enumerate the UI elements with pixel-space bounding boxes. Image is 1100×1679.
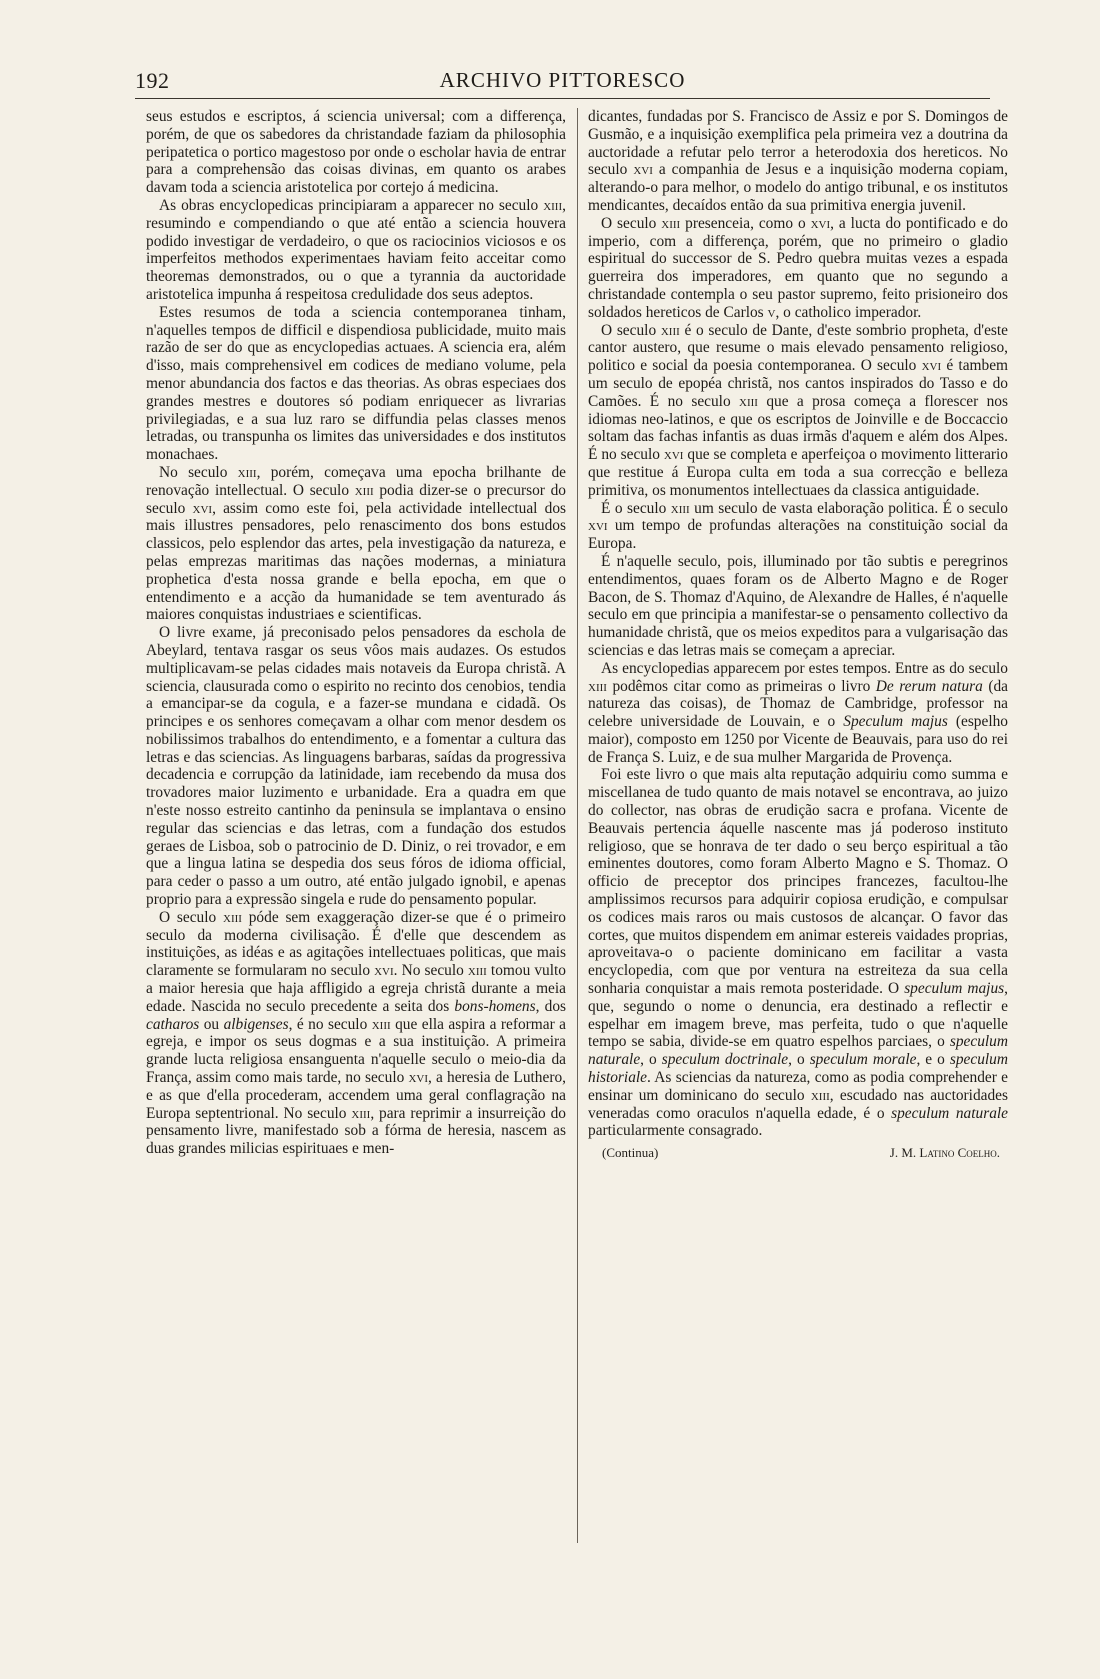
author-signature: J. M. Latino Coelho. (889, 1145, 1000, 1161)
paragraph: É n'aquelle seculo, pois, illuminado por tão subtis e peregrinos entendimentos, quaes foram os de Alberto Magno e de Roger Bacon, de S. Thomaz d'Aquino, de Alexandre de Halles, é n'aquelle seculo em que principia a manifestar-se o pensamento collectivo da humanidade christã, que os meios expeditos para a vulgarisação das sciencias e das letras mais se começam a apreciar. (588, 552, 1008, 659)
page-number: 192 (135, 68, 170, 93)
page-header (135, 66, 990, 99)
paragraph: As obras encyclopedicas principiaram a apparecer no seculo xiii, resumindo e compendiando o que até então a sciencia houvera podido investigar de verdadeiro, o que os raciocinios viciosos e os imperfeitos methodos experimentaes haviam feito acceitar como theoremas demonstrados, ou o que a tyrannia da auctoridade aristotelica impunha á respeitosa credulidade dos seus adeptos. (146, 196, 566, 303)
paragraph: dicantes, fundadas por S. Francisco de Assiz e por S. Domingos de Gusmão, e a inquisição exemplifica pela primeira vez a doutrina da auctoridade a refutar pelo terror a heterodoxia dos hereticos. No seculo xvi a companhia de Jesus e a inquisição moderna copiam, alterando-o para melhor, o modelo do antigo tribunal, e os institutos mendicantes, decaídos então da sua primitiva energia juvenil. (588, 108, 1008, 214)
paragraph: O seculo xiii póde sem exaggeração dizer-se que é o primeiro seculo da moderna civilisação. É d'elle que descendem as instituições, as idéas e as agitações intellectuaes politicas, que mais claramente se formularam no seculo xvi. No seculo xiii tomou vulto a maior heresia que haja affligido a egreja christã durante a meia edade. Nascida no seculo precedente a seita dos bons-homens, dos catharos ou albigenses, é no seculo xiii que ella aspira a reformar a egreja, e impor os seus dogmas e a sua instituição. A primeira grande lucta religiosa ensanguenta n'aquelle seculo o meio-dia da França, assim como mais tarde, no seculo xvi, a heresia de Luthero, e as que d'ella procederam, accendem uma geral conflagração na Europa septentrional. No seculo xiii, para reprimir a insurreição do pensamento livre, manifestado sob a fórma de heresia, nascem as duas grandes milicias espirituaes e men- (146, 908, 566, 1158)
column-divider (577, 108, 578, 1543)
article-body (146, 108, 1008, 1643)
article-footer (588, 1144, 1008, 1162)
paragraph: seus estudos e escriptos, á sciencia universal; com a differença, porém, de que os sabedores da christandade faziam da philosophia peripatetica o portico magestoso por onde o escholar havia de entrar para a comprehensão das coisas divinas, em quanto os arabes davam toda a sciencia aristotelica por cortejo á medicina. (146, 108, 566, 197)
paragraph: Estes resumos de toda a sciencia contemporanea tinham, n'aquelles tempos de difficil e dispendiosa publicidade, muito mais razão de ser do que as encyclopedias actuaes. A sciencia era, além d'isso, mais comprehensivel em codices de mediano volume, pela menor abundancia dos factos e das theorias. As obras especiaes dos grandes mestres e doutores só podiam enriquecer as livrarias privilegiadas, e a sua luz raro se diffundia pelas classes menos letradas, ou transpunha os limites das universidades e dos institutos monachaes. (146, 303, 566, 464)
paragraph: Foi este livro o que mais alta reputação adquiriu como summa e miscellanea de tudo quanto de mais notavel se encontrava, ao juizo do collector, nas obras de erudição sacra e profana. Vicente de Beauvais pertencia áquelle nascente mas já poderoso instituto religioso, que se honrava de ter dado o seu berço espiritual a tão eminentes doutores, como foram Alberto Magno e S. Thomaz. O officio de preceptor dos principes francezes, facultou-lhe amplissimos recursos para adquirir copiosa erudição, e compulsar os codices mais raros ou mais custosos de alcançar. O favor das cortes, que muitos dispendem em animar estereis vaidades proprias, aproveitava-o o paciente dominicano em facilitar a vasta encyclopedia, com que por ventura na estreiteza da sua cella sonharia conquistar a mais remota posteridade. O speculum majus, que, segundo o nome o denuncia, era destinado a reflectir e espelhar em imagem breve, mas perfeita, tudo o que n'aquelle tempo se sabia, divide-se em quatro espelhos parciaes, o speculum naturale, o speculum doctrinale, o speculum morale, e o speculum historiale. As sciencias da natureza, como as podia comprehender e ensinar um dominicano do seculo xiii, escudado nas auctoridades veneradas como oraculos n'aquella edade, é o speculum naturale particularmente consagrado. (588, 766, 1008, 1140)
paragraph: O seculo xiii presenceia, como o xvi, a lucta do pontificado e do imperio, com a differença, porém, que no primeiro o gladio espiritual do successor de S. Pedro quebra muitas vezes a espada guerreira dos imperadores, em quanto que no segundo a christandade contempla o seu pastor supremo, feito prisioneiro dos soldados hereticos de Carlos v, o catholico imperador. (588, 214, 1008, 321)
left-column (146, 108, 566, 1643)
paragraph: As encyclopedias apparecem por estes tempos. Entre as do seculo xiii podêmos citar como as primeiras o livro De rerum natura (da natureza das coisas), de Thomaz de Cambridge, professor na celebre universidade de Louvain, e o Speculum majus (espelho maior), composto em 1250 por Vicente de Beauvais, para uso do rei de França S. Luiz, e de sua mulher Margarida de Provença. (588, 659, 1008, 766)
running-title: ARCHIVO PITTORESCO (439, 68, 686, 92)
paragraph: No seculo xiii, porém, começava uma epocha brilhante de renovação intellectual. O seculo xiii podia dizer-se o precursor do seculo xvi, assim como este foi, pela actividade intellectual dos mais illustres pensadores, pelo renascimento dos bons estudos classicos, pelo esplendor das artes, pela investigação da natureza, e pelas emprezas maritimas das nações modernas, a miniatura prophetica d'esta nossa grande e bella epocha, em que o entendimento e a acção da humanidade se tem aventurado ás maiores conquistas industriaes e scientificas. (146, 463, 566, 624)
right-column (588, 108, 1008, 1643)
paragraph: É o seculo xiii um seculo de vasta elaboração politica. É o seculo xvi um tempo de profundas alterações na constituição social da Europa. (588, 499, 1008, 553)
continuation-note: (Continua) (602, 1145, 659, 1161)
paragraph: O livre exame, já preconisado pelos pensadores da eschola de Abeylard, tentava rasgar os seus vôos mais audazes. Os estudos multiplicavam-se pelas cidades mais notaveis da Europa christã. A sciencia, clausurada como o espirito no recinto dos cenobios, tendia a emancipar-se da cogula, e a fazer-se mundana e cidadã. Os principes e os senhores começavam a olhar com menor desdem os nobilissimos trabalhos do entendimento, e a fomentar a cultura das letras e das sciencias. As linguagens barbaras, saídas da progressiva decadencia e corrupção da latinidade, iam recebendo da musa dos trovadores maior luzimento e urbanidade. Era a quadra em que n'este nosso estreito cantinho da peninsula se implantava o ensino regular das sciencias e das letras, com a fundação dos estudos geraes de Lisboa, sob o patrocinio de D. Diniz, o rei trovador, e em que a lingua latina se despedia dos seus fóros de idioma official, para ceder o passo a um outro, até então julgado ignobil, e apenas proprio para a expressão singela e rude do pensamento popular. (146, 624, 566, 909)
paragraph: O seculo xiii é o seculo de Dante, d'este sombrio propheta, d'este cantor austero, que resume o mais elevado pensamento religioso, politico e social da poesia contemporanea. O seculo xvi é tambem um seculo de epopéa christã, nos cantos inspirados do Tasso e do Camões. É no seculo xiii que a prosa começa a florescer nos idiomas neo-latinos, e que os escriptos de Joinville e de Boccaccio soltam das fachas infantis as duas irmãs d'aquem e além dos Alpes. É no seculo xvi que se completa e aperfeiçoa o movimento litterario que restitue á Europa culta em toda a sua correcção e belleza primitiva, os monumentos intellectuaes da classica antiguidade. (588, 321, 1008, 499)
